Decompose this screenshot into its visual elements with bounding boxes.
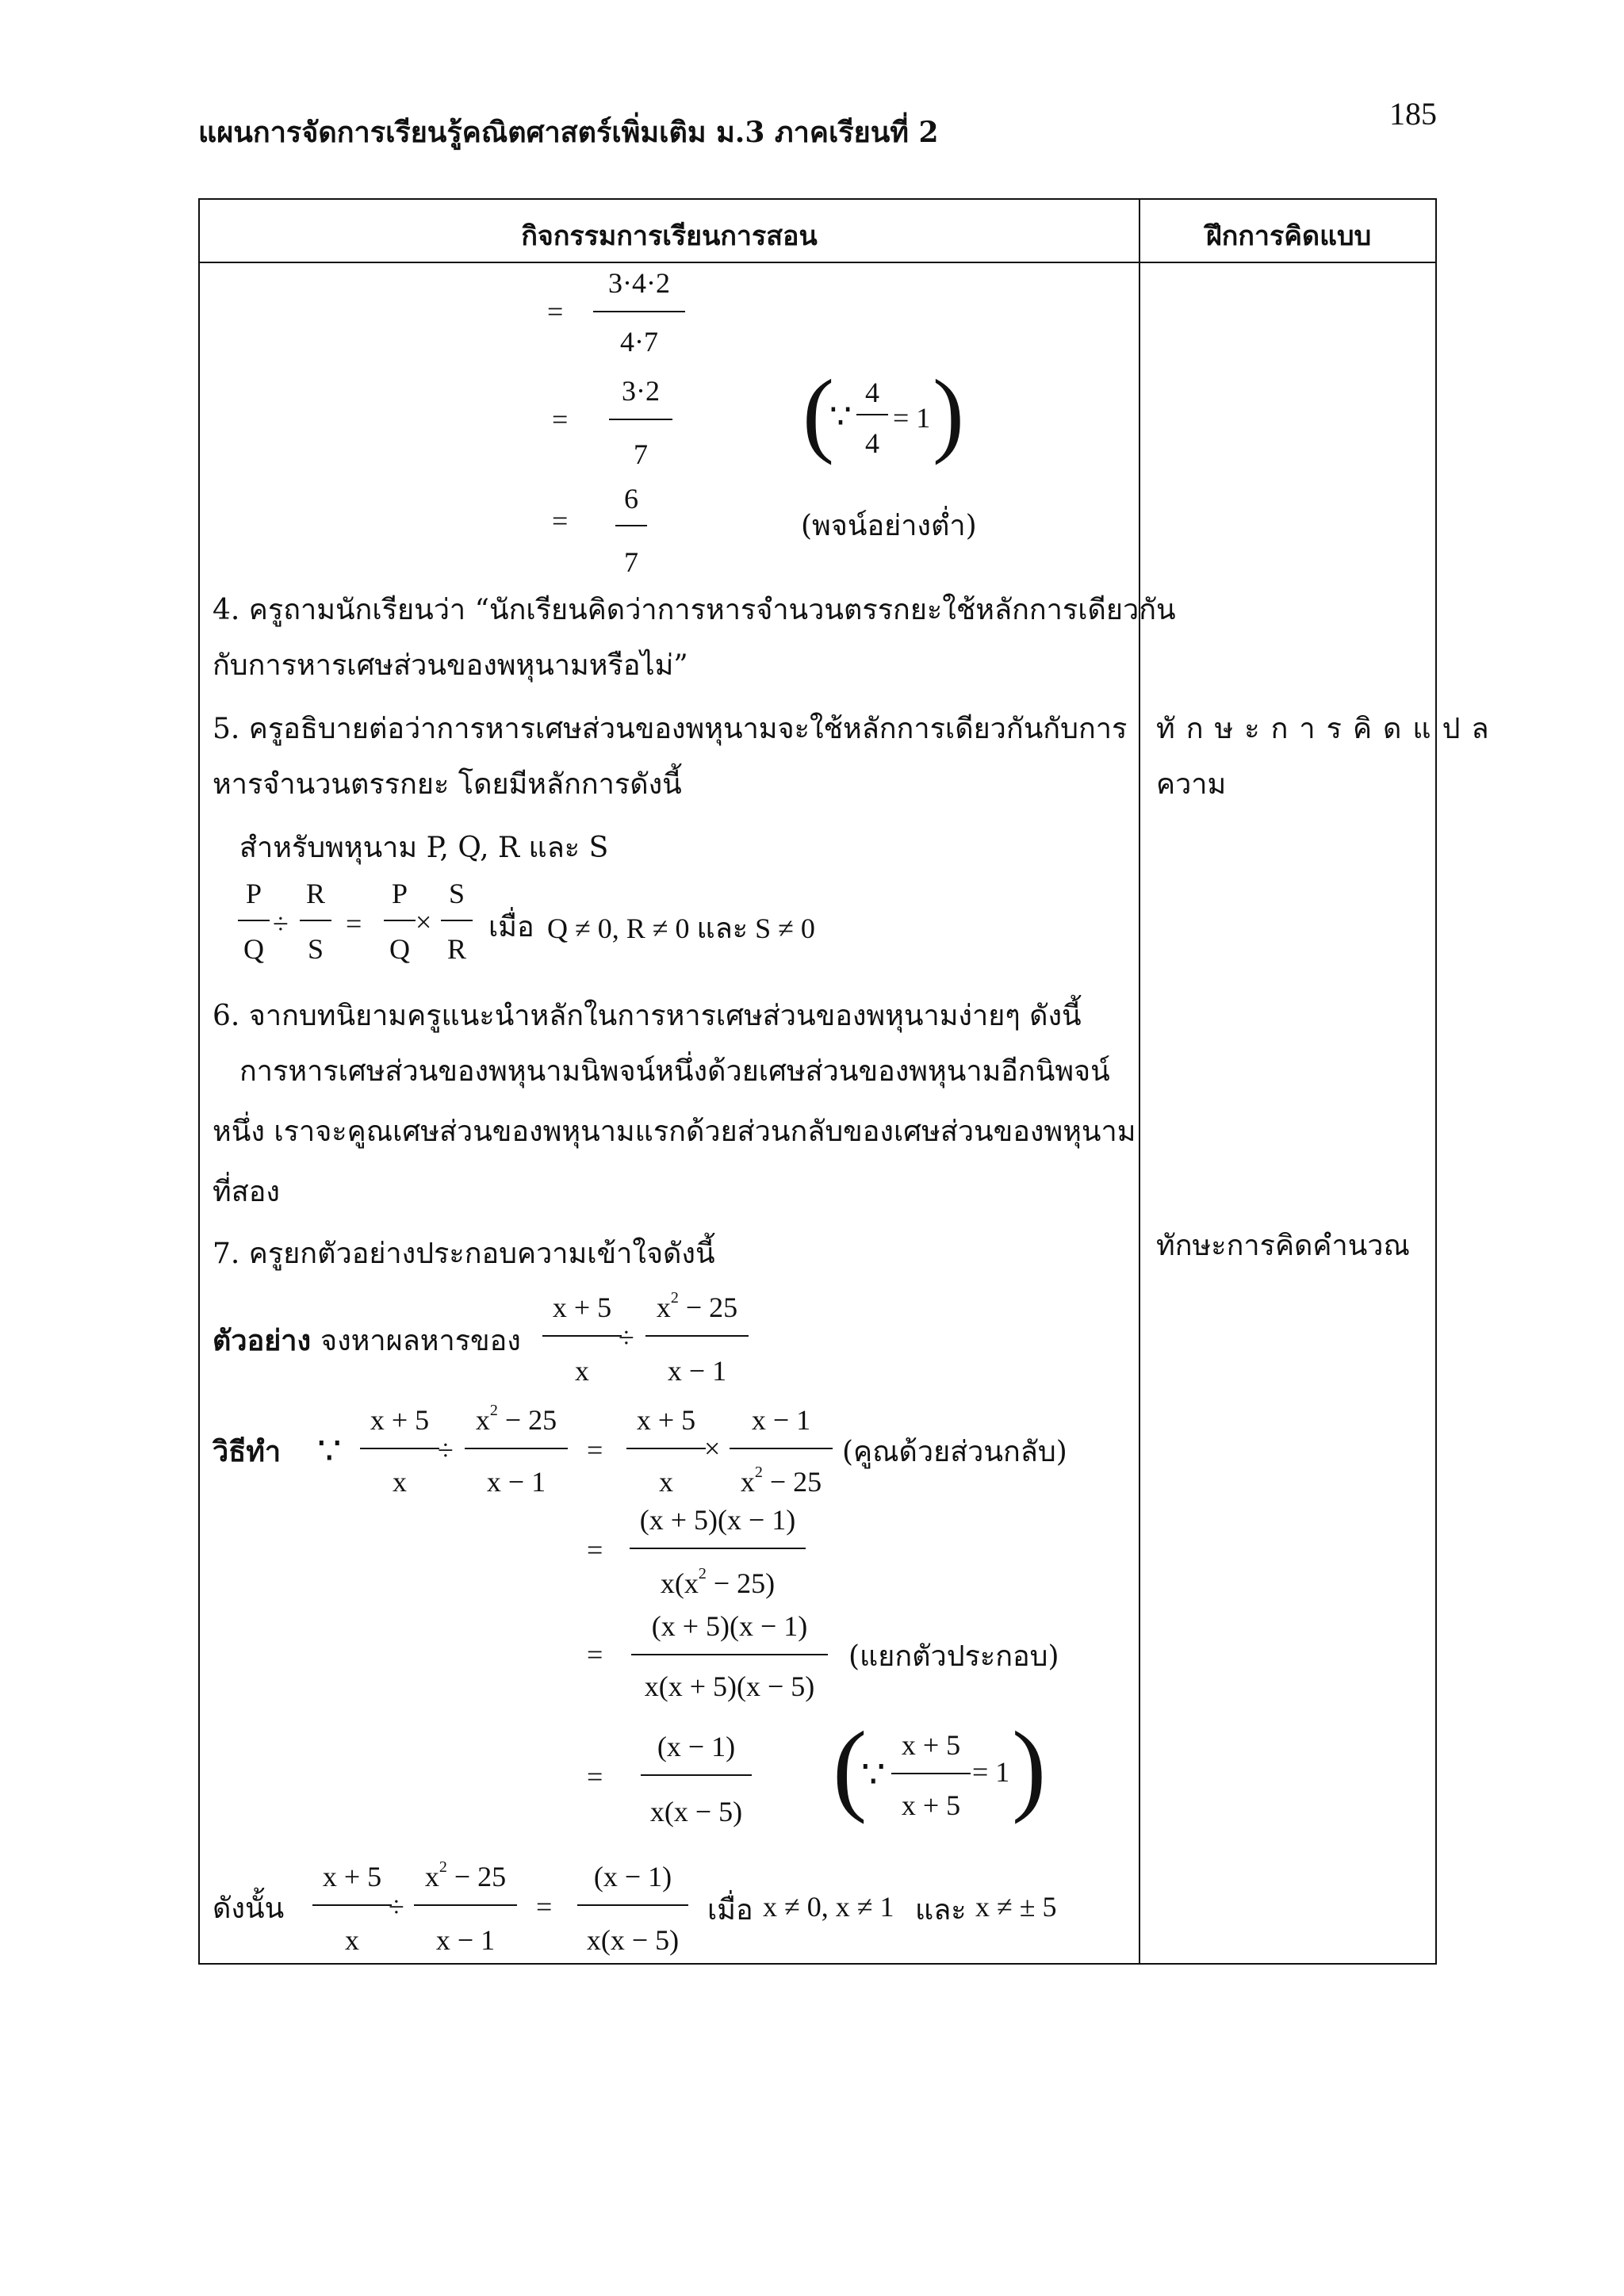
fraction-bar — [577, 1904, 688, 1906]
fraction-numerator: (x − 1) — [657, 1731, 736, 1762]
fraction-numerator: x + 5 — [901, 1729, 961, 1761]
fraction-product-over-x-x2-minus-25 — [630, 1503, 806, 1598]
note-lowest-terms: (พจน์อย่างต่ำ) — [801, 510, 977, 542]
fraction-numerator: x + 5 — [322, 1861, 382, 1892]
because-symbol: ∵ — [829, 397, 852, 436]
right-paren: ) — [933, 360, 964, 465]
fraction-bar — [645, 1335, 749, 1337]
fraction-bar — [730, 1448, 833, 1449]
fraction-bar — [384, 920, 416, 921]
fraction-denominator: Q — [243, 933, 264, 965]
fraction-x-plus-5-over-x-plus-5 — [891, 1728, 971, 1823]
fraction-denominator: 7 — [634, 438, 648, 470]
thinking-skill-interpret-line-2: ความ — [1156, 768, 1227, 801]
fraction-factored-form — [631, 1609, 828, 1705]
fraction-x-plus-5-over-x — [542, 1291, 622, 1386]
fraction-r-over-s — [300, 877, 331, 964]
condition-word: เมื่อ — [707, 1894, 753, 1927]
step-4-line-1: 4. ครูถามนักเรียนว่า “นักเรียนคิดว่าการหารจำนวนตรรกยะใช้หลักการเดียวกัน — [213, 594, 1176, 626]
divide-sign: ÷ — [389, 1891, 404, 1923]
fraction-numerator: 4 — [865, 377, 879, 408]
left-paren: ( — [802, 360, 834, 465]
fraction-bar — [891, 1773, 971, 1774]
fraction-x-minus-1-over-x2-minus-25 — [730, 1403, 833, 1498]
fraction-6-over-7 — [615, 482, 647, 577]
thinking-skill-interpret-line-1: ทักษะการคิดแปล — [1156, 713, 1500, 745]
fraction-denominator: x(x − 5) — [649, 1796, 743, 1827]
fraction-3-4-2-over-4-7 — [593, 266, 685, 362]
fraction-x-plus-5-over-x — [312, 1860, 392, 1955]
header-divider — [200, 262, 1435, 263]
equals-sign: = — [552, 505, 569, 537]
equals-sign: = — [536, 1891, 553, 1923]
fraction-denominator: S — [307, 933, 324, 965]
fraction-numerator: (x + 5)(x − 1) — [651, 1610, 808, 1642]
step-5-subheading: สำหรับพหุนาม P, Q, R และ S — [239, 832, 609, 864]
fraction-numerator: x + 5 — [636, 1404, 696, 1436]
fraction-denominator: Q — [389, 933, 410, 965]
divide-sign: ÷ — [438, 1434, 454, 1466]
fraction-numerator: x + 5 — [552, 1292, 612, 1323]
fraction-x2-minus-25-over-x-minus-1 — [465, 1403, 568, 1498]
fraction-denominator: x − 1 — [667, 1355, 727, 1387]
fraction-bar — [238, 920, 270, 921]
therefore-label: ดังนั้น — [213, 1892, 285, 1925]
fraction-x-plus-5-over-x — [360, 1403, 439, 1498]
divide-sign: ÷ — [619, 1322, 634, 1353]
fraction-numerator: $x^2 - 25$ — [424, 1858, 507, 1892]
fraction-s-over-r — [441, 877, 473, 964]
fraction-numerator: 3·2 — [622, 375, 660, 407]
because-symbol: ∵ — [861, 1754, 886, 1796]
fraction-denominator: 7 — [624, 546, 638, 578]
rule-condition: Q ≠ 0, R ≠ 0 และ S ≠ 0 — [547, 913, 815, 944]
condition-word: เมื่อ — [488, 911, 534, 943]
fraction-p-over-q — [384, 877, 416, 964]
equals-sign: = — [587, 1534, 603, 1566]
fraction-numerator: P — [391, 878, 408, 909]
fraction-numerator: x + 5 — [370, 1404, 430, 1436]
condition-x-not-pm-5: x ≠ ± 5 — [975, 1891, 1057, 1923]
fraction-3-2-over-7 — [609, 374, 672, 469]
document-header-title: แผนการจัดการเรียนรู้คณิตศาสตร์เพิ่มเติม ม.3 ภาคเรียนที่ 2 — [198, 116, 939, 149]
fraction-numerator: (x + 5)(x − 1) — [639, 1504, 796, 1536]
step-6-line-4: ที่สอง — [213, 1176, 280, 1208]
fraction-denominator: x — [345, 1924, 359, 1956]
example-prompt: จงหาผลหารของ — [320, 1325, 521, 1357]
condition-x-values: x ≠ 0, x ≠ 1 — [763, 1891, 894, 1923]
fraction-denominator: x − 1 — [486, 1466, 546, 1498]
fraction-denominator: x — [575, 1355, 589, 1387]
equals-one: = 1 — [972, 1756, 1010, 1788]
fraction-numerator: 6 — [624, 483, 638, 515]
fraction-numerator: S — [448, 878, 465, 909]
fraction-x2-minus-25-over-x-minus-1 — [414, 1860, 517, 1955]
multiply-sign: × — [416, 906, 432, 938]
fraction-bar — [631, 1654, 828, 1655]
fraction-x2-minus-25-over-x-minus-1 — [645, 1291, 749, 1386]
fraction-denominator: $x^2 - 25$ — [740, 1464, 822, 1498]
fraction-bar — [593, 311, 685, 312]
column-header-activity: กิจกรรมการเรียนการสอน — [521, 220, 818, 252]
fraction-numerator: (x − 1) — [593, 1861, 672, 1892]
fraction-denominator: 4·7 — [620, 326, 658, 358]
step-7-line-1: 7. ครูยกตัวอย่างประกอบความเข้าใจดังนี้ — [213, 1238, 715, 1270]
fraction-denominator: x(x + 5)(x − 5) — [644, 1670, 815, 1702]
fraction-x-plus-5-over-x — [626, 1403, 706, 1498]
fraction-bar — [360, 1448, 439, 1449]
left-paren: ( — [833, 1711, 868, 1825]
fraction-denominator: 4 — [865, 427, 879, 459]
fraction-numerator: P — [245, 878, 262, 909]
multiply-sign: × — [704, 1433, 721, 1464]
column-divider — [1139, 200, 1140, 1963]
because-symbol: ∵ — [317, 1430, 342, 1472]
fraction-p-over-q — [238, 877, 270, 964]
fraction-x-minus-1-over-x-x-minus-5 — [577, 1860, 688, 1955]
fraction-numerator: R — [305, 878, 325, 909]
divide-sign: ÷ — [273, 908, 289, 939]
fraction-bar — [615, 525, 647, 526]
fraction-denominator: x − 1 — [435, 1924, 496, 1956]
solution-label: วิธีทำ — [213, 1435, 282, 1468]
fraction-numerator: $x^2 - 25$ — [475, 1402, 557, 1436]
fraction-bar — [630, 1548, 806, 1549]
fraction-numerator: $x^2 - 25$ — [656, 1289, 738, 1323]
page-number: 185 — [1389, 96, 1437, 132]
fraction-denominator: R — [446, 933, 466, 965]
fraction-bar — [542, 1335, 622, 1337]
step-5-line-1: 5. ครูอธิบายต่อว่าการหารเศษส่วนของพหุนามจะใช้หลักการเดียวกันกับการ — [213, 713, 1128, 745]
note-factor: (แยกตัวประกอบ) — [848, 1640, 1059, 1673]
fraction-bar — [626, 1448, 706, 1449]
fraction-numerator: 3·4·2 — [608, 267, 670, 299]
fraction-denominator: x(x − 5) — [586, 1924, 680, 1956]
thinking-skill-compute: ทักษะการคิดคำนวณ — [1156, 1230, 1410, 1262]
fraction-bar — [300, 920, 331, 921]
fraction-bar — [609, 419, 672, 420]
equals-one: = 1 — [893, 402, 931, 434]
equals-sign: = — [587, 1639, 603, 1670]
fraction-bar — [441, 920, 473, 921]
fraction-bar — [414, 1904, 517, 1906]
example-label: ตัวอย่าง — [213, 1324, 312, 1357]
step-6-line-2: การหารเศษส่วนของพหุนามนิพจน์หนึ่งด้วยเศษส่วนของพหุนามอีกนิพจน์ — [239, 1055, 1110, 1088]
step-4-line-2: กับการหารเศษส่วนของพหุนามหรือไม่” — [213, 649, 688, 682]
column-header-thinking: ฝึกการคิดแบบ — [1205, 220, 1372, 252]
fraction-bar — [856, 414, 888, 415]
condition-and: และ — [915, 1894, 967, 1927]
step-6-line-3: หนึ่ง เราจะคูณเศษส่วนของพหุนามแรกด้วยส่วนกลับของเศษส่วนของพหุนาม — [213, 1115, 1136, 1148]
equals-sign: = — [587, 1761, 603, 1793]
fraction-4-over-4 — [856, 376, 888, 463]
fraction-x-minus-1-over-x-x-minus-5 — [641, 1730, 752, 1825]
fraction-denominator: x — [659, 1466, 673, 1498]
fraction-denominator: x + 5 — [901, 1789, 961, 1821]
fraction-bar — [465, 1448, 568, 1449]
fraction-numerator: x − 1 — [751, 1404, 811, 1436]
fraction-denominator: x — [393, 1466, 407, 1498]
right-paren: ) — [1012, 1711, 1047, 1825]
fraction-bar — [641, 1774, 752, 1776]
step-6-line-1: 6. จากบทนิยามครูแนะนำหลักในการหารเศษส่วนของพหุนามง่ายๆ ดังนี้ — [213, 1000, 1082, 1032]
equals-sign: = — [552, 404, 569, 435]
equals-sign: = — [346, 908, 362, 939]
equals-sign: = — [547, 296, 564, 327]
equals-sign: = — [587, 1434, 603, 1466]
fraction-denominator: $x(x^2 - 25)$ — [660, 1565, 776, 1599]
note-multiply-reciprocal: (คูณด้วยส่วนกลับ) — [842, 1436, 1067, 1468]
step-5-line-2: หารจำนวนตรรกยะ โดยมีหลักการดังนี้ — [213, 768, 682, 801]
fraction-bar — [312, 1904, 392, 1906]
